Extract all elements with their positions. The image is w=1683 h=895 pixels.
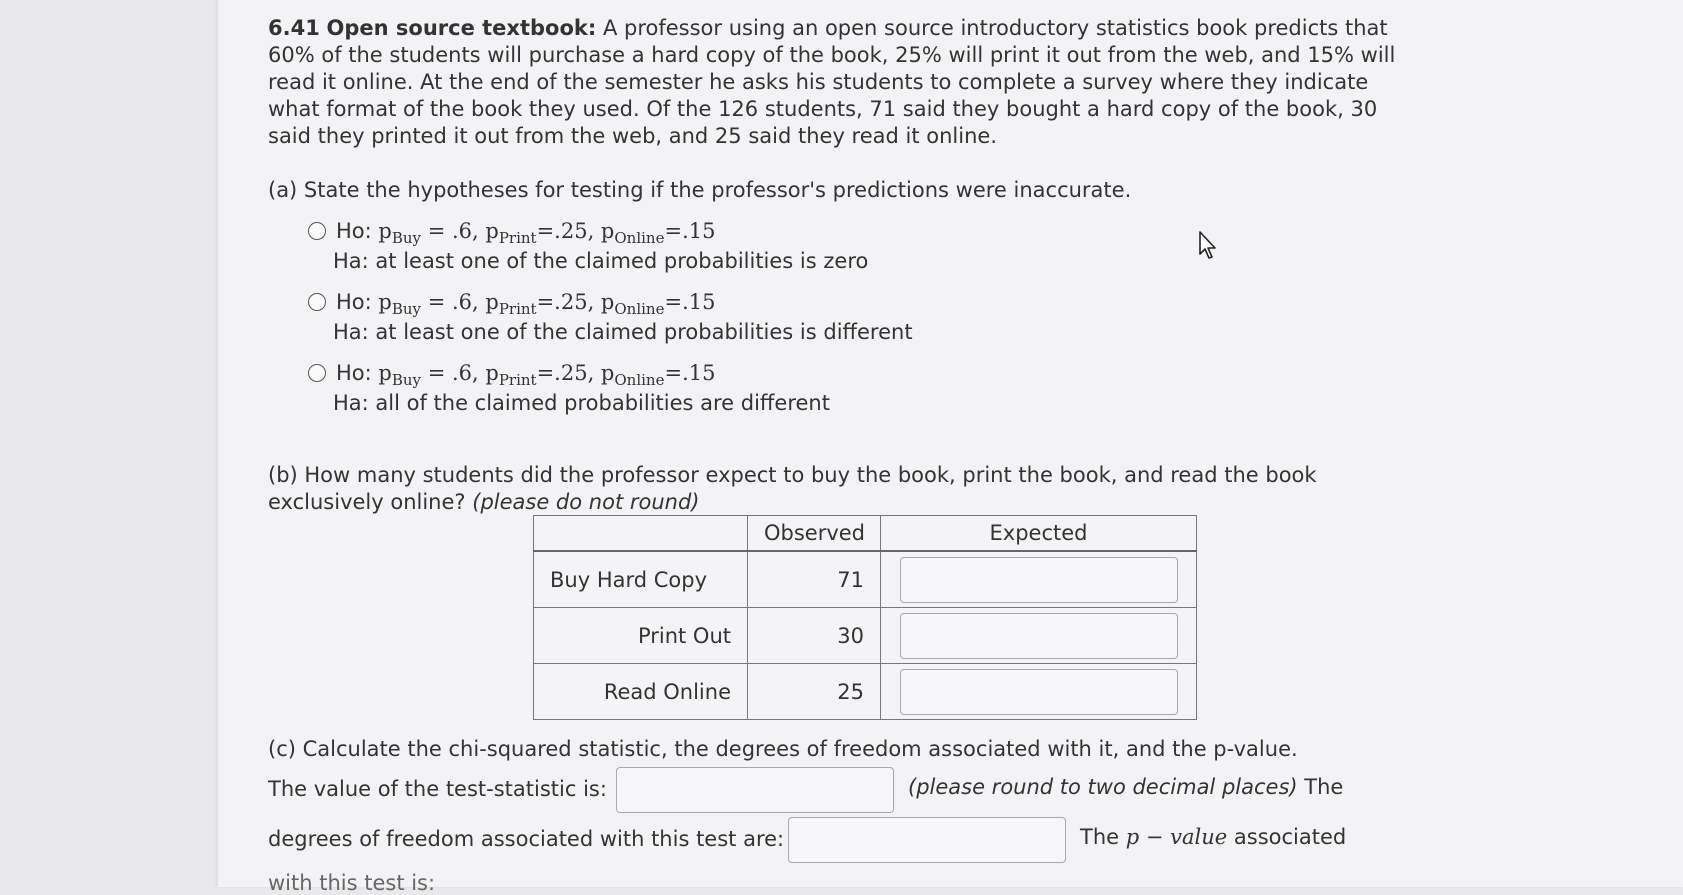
problem-line-3: read it online. At the end of the semester he asks his students to complete a survey where they indicate <box>268 70 1369 94</box>
problem-line-5: said they printed it out from the web, and 25 said they read it online. <box>268 124 997 148</box>
the-text: The <box>1304 775 1344 799</box>
stat-note: (please round to two decimal places) <box>908 775 1298 799</box>
test-statistic-input[interactable] <box>616 767 894 813</box>
p-symbol: p <box>378 290 392 314</box>
ha-statement: Ha: at least one of the claimed probabilities is zero <box>333 249 869 273</box>
sub-online: Online <box>614 229 665 248</box>
p-symbol: p <box>378 219 392 243</box>
buy-value: = .6, <box>421 219 486 243</box>
p-symbol: p <box>600 219 615 243</box>
ha-statement: Ha: at least one of the claimed probabilities is different <box>333 320 913 344</box>
pv-tail: associated <box>1233 825 1347 849</box>
print-value: =.25, <box>536 219 601 243</box>
table-row <box>534 608 1197 664</box>
p-symbol: p <box>485 219 499 243</box>
part-b-note: (please do not round) <box>472 490 700 514</box>
pvalue-line <box>1080 825 1346 849</box>
table-row <box>534 664 1197 720</box>
header-observed: Observed <box>748 516 881 552</box>
problem-title: Open source textbook: <box>326 16 597 40</box>
expected-buy-input[interactable] <box>900 557 1178 603</box>
df-label: degrees of freedom associated with this test are: <box>268 827 785 851</box>
online-value: =.15 <box>664 219 716 243</box>
radio-button[interactable] <box>308 222 326 240</box>
buy-value: = .6, <box>421 290 486 314</box>
header-blank <box>534 516 748 552</box>
row-label: Buy Hard Copy <box>534 551 748 608</box>
table-row <box>534 551 1197 608</box>
observed-expected-table <box>533 515 1197 720</box>
sub-online: Online <box>614 300 665 319</box>
ho-prefix: Ho: <box>336 361 372 385</box>
degrees-of-freedom-input[interactable] <box>788 817 1066 863</box>
online-value: =.15 <box>664 361 716 385</box>
problem-line-2: 60% of the students will purchase a hard copy of the book, 25% will print it out from the web, and 15% will <box>268 43 1396 67</box>
problem-line-1: A professor using an open source introductory statistics book predicts that <box>602 16 1388 40</box>
buy-value: = .6, <box>421 361 486 385</box>
observed-value: 30 <box>748 608 881 664</box>
problem-number: 6.41 <box>268 16 320 40</box>
sub-buy: Buy <box>391 371 422 390</box>
part-b-prompt <box>268 462 1318 516</box>
p-symbol: p <box>600 290 615 314</box>
p-symbol: p <box>485 290 499 314</box>
part-b-line-2: exclusively online? <box>268 490 473 514</box>
stat-note-line <box>908 775 1343 799</box>
observed-value: 25 <box>748 664 881 720</box>
ho-math <box>378 290 716 319</box>
expected-online-input[interactable] <box>900 669 1178 715</box>
table-header-row <box>534 516 1197 552</box>
pv-the: The <box>1080 825 1120 849</box>
observed-value: 71 <box>748 551 881 608</box>
page-sheet <box>218 0 1683 895</box>
ho-prefix: Ho: <box>336 290 372 314</box>
sub-print: Print <box>498 300 537 319</box>
print-value: =.25, <box>536 361 601 385</box>
online-value: =.15 <box>664 290 716 314</box>
mouse-pointer-icon <box>1198 230 1220 260</box>
radio-button[interactable] <box>308 293 326 311</box>
p-symbol: p <box>600 361 615 385</box>
ho-math <box>378 361 716 390</box>
stat-label: The value of the test-statistic is: <box>268 777 607 801</box>
problem-line-4: what format of the book they used. Of the 126 students, 71 said they bought a hard copy of the book, 30 <box>268 97 1378 121</box>
sub-online: Online <box>614 371 665 390</box>
problem-paragraph <box>268 15 1598 150</box>
p-symbol: p <box>378 361 392 385</box>
part-c-prompt: (c) Calculate the chi-squared statistic, the degrees of freedom associated with it, and the p-value. <box>268 737 1298 761</box>
row-label: Print Out <box>534 608 748 664</box>
p-symbol: p <box>485 361 499 385</box>
sub-print: Print <box>498 229 537 248</box>
problem-statement <box>268 15 1598 150</box>
sub-buy: Buy <box>391 300 422 319</box>
ho-prefix: Ho: <box>336 219 372 243</box>
part-a-prompt: (a) State the hypotheses for testing if the professor's predictions were inaccurate. <box>268 178 1132 202</box>
radio-button[interactable] <box>308 364 326 382</box>
p-value-math: p − value <box>1125 825 1228 849</box>
last-line: with this test is: <box>268 871 436 895</box>
print-value: =.25, <box>536 290 601 314</box>
sub-print: Print <box>498 371 537 390</box>
row-label: Read Online <box>534 664 748 720</box>
sub-buy: Buy <box>391 229 422 248</box>
part-b-line-1: (b) How many students did the professor expect to buy the book, print the book, and read the book <box>268 463 1317 487</box>
header-expected: Expected <box>881 516 1197 552</box>
ho-math <box>378 219 716 248</box>
expected-print-input[interactable] <box>900 613 1178 659</box>
ha-statement: Ha: all of the claimed probabilities are different <box>333 391 830 415</box>
